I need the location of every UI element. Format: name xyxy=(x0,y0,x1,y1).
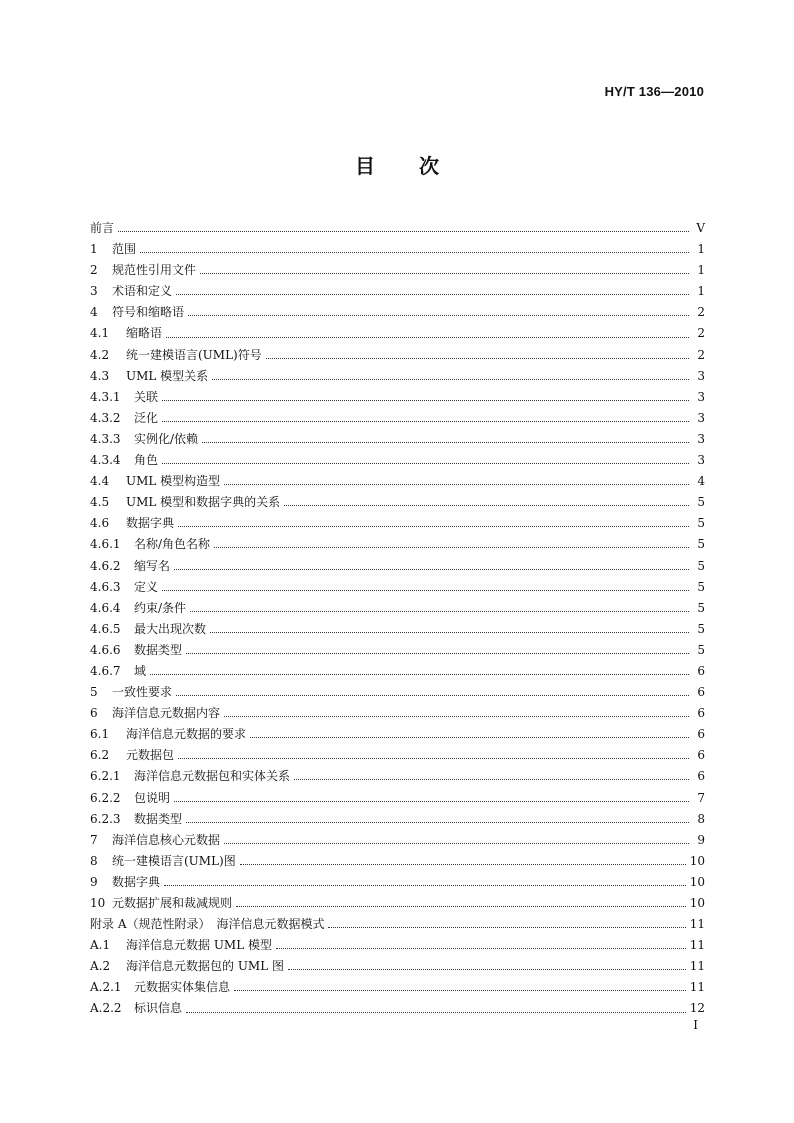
toc-entry-label: 海洋信息元数据的要求 xyxy=(126,727,247,742)
toc-entry[interactable] xyxy=(90,513,705,534)
toc-entry[interactable] xyxy=(90,788,705,809)
toc-entry[interactable] xyxy=(90,977,705,998)
toc-entry-page: 5 xyxy=(697,495,705,510)
toc-leader-dots xyxy=(162,590,689,591)
toc-entry[interactable] xyxy=(90,998,705,1019)
toc-entry-page: 12 xyxy=(689,1001,705,1016)
toc-entry-label: 元数据包 xyxy=(126,748,175,763)
toc-entry[interactable] xyxy=(90,640,705,661)
toc-leader-dots xyxy=(164,885,686,886)
toc-entry-page: 9 xyxy=(697,832,705,847)
toc-entry-page: 3 xyxy=(697,368,705,383)
toc-entry-label: 关联 xyxy=(134,389,159,404)
toc-entry-number: 4.3 xyxy=(90,368,110,383)
toc-entry-number: 4.6.5 xyxy=(90,621,121,636)
toc-entry-label: 统一建模语言(UML)符号 xyxy=(126,347,262,362)
toc-leader-dots xyxy=(276,948,686,949)
toc-entry-label: 海洋信息元数据 UML 模型 xyxy=(126,938,272,953)
toc-leader-dots xyxy=(214,547,689,548)
toc-entry-label: 元数据扩展和裁减规则 xyxy=(112,896,233,910)
toc-entry[interactable] xyxy=(90,745,705,766)
toc-entry-label: 统一建模语言(UML)图 xyxy=(112,853,236,868)
toc-entry-number: 4.6.6 xyxy=(90,642,121,657)
toc-entry-number: 4.3.2 xyxy=(90,410,121,425)
toc-leader-dots xyxy=(186,1012,686,1013)
toc-leader-dots xyxy=(266,358,689,359)
toc-entry-page: 5 xyxy=(697,579,705,594)
toc-entry-label: 海洋信息核心元数据 xyxy=(112,832,221,847)
toc-entry[interactable] xyxy=(90,556,705,577)
toc-entry[interactable] xyxy=(90,302,705,323)
toc-entry-number: A.2.1 xyxy=(90,980,122,995)
toc-entry-label: 海洋信息元数据包和实体关系 xyxy=(134,769,291,784)
toc-entry-number: 4.6 xyxy=(90,516,110,531)
toc-leader-dots xyxy=(176,695,689,696)
toc-entry-number: 4.3.1 xyxy=(90,389,121,404)
toc-leader-dots xyxy=(150,674,689,675)
toc-entry-number: 6.2.1 xyxy=(90,769,121,784)
toc-entry-label: 缩写名 xyxy=(134,558,171,573)
toc-entry-label: 约束/条件 xyxy=(134,600,187,615)
title-char-2: 次 xyxy=(419,154,439,178)
toc-entry-number: 4.6.2 xyxy=(90,558,121,573)
toc-entry-number: 4 xyxy=(90,305,98,320)
toc-entry[interactable] xyxy=(90,260,705,281)
table-of-contents xyxy=(90,218,705,1020)
toc-entry-page: 1 xyxy=(697,263,705,278)
toc-entry-label: UML 模型构造型 xyxy=(126,474,221,489)
toc-entry-label: 数据字典 xyxy=(126,516,175,531)
toc-entry-number: 6 xyxy=(90,706,98,721)
toc-entry-number: 6.1 xyxy=(90,727,110,742)
toc-entry-page: 2 xyxy=(697,326,705,341)
toc-leader-dots xyxy=(186,653,689,654)
toc-leader-dots xyxy=(224,484,689,485)
toc-entry-number: 4.6.3 xyxy=(90,579,121,594)
toc-entry-label: 海洋信息元数据包的 UML 图 xyxy=(126,959,284,974)
toc-leader-dots xyxy=(288,969,686,970)
toc-entry-page: 5 xyxy=(697,516,705,531)
toc-entry-page: 1 xyxy=(697,242,705,257)
toc-entry-number: 9 xyxy=(90,874,98,889)
toc-entry-number: 6.2.2 xyxy=(90,790,121,805)
toc-entry-page: 11 xyxy=(689,959,705,974)
toc-leader-dots xyxy=(140,252,689,253)
toc-entry-page: V xyxy=(696,221,705,235)
toc-entry[interactable] xyxy=(90,598,705,619)
toc-entry-page: 5 xyxy=(697,600,705,615)
toc-entry-number: 5 xyxy=(90,685,98,700)
toc-entry-page: 5 xyxy=(697,642,705,657)
toc-entry[interactable] xyxy=(90,323,705,344)
toc-entry[interactable] xyxy=(90,872,705,893)
toc-entry-number: 4.1 xyxy=(90,326,110,341)
toc-entry-page: 3 xyxy=(697,431,705,446)
toc-entry-label: 一致性要求 xyxy=(112,685,173,700)
toc-entry-page: 2 xyxy=(697,347,705,362)
toc-leader-dots xyxy=(236,906,686,907)
toc-entry-number: 4.2 xyxy=(90,347,110,362)
toc-entry[interactable] xyxy=(90,366,705,387)
standard-code: HY/T 136—2010 xyxy=(604,84,704,99)
toc-entry[interactable] xyxy=(90,766,705,787)
toc-entry-page: 6 xyxy=(697,769,705,784)
toc-entry-label: 附录 A（规范性附录） 海洋信息元数据模式 xyxy=(90,917,325,932)
toc-entry-label: UML 模型关系 xyxy=(126,368,209,383)
toc-entry-label: 数据字典 xyxy=(112,874,161,889)
toc-entry-label: UML 模型和数据字典的关系 xyxy=(126,495,281,510)
toc-leader-dots xyxy=(328,927,685,928)
toc-leader-dots xyxy=(250,737,689,738)
toc-entry-number: 7 xyxy=(90,832,98,847)
toc-entry-number: 4.3.4 xyxy=(90,453,121,468)
toc-entry-page: 1 xyxy=(697,284,705,299)
toc-entry-page: 3 xyxy=(697,389,705,404)
toc-leader-dots xyxy=(118,231,689,232)
toc-entry-page: 2 xyxy=(697,305,705,320)
toc-leader-dots xyxy=(178,526,689,527)
toc-entry-number: 4.4 xyxy=(90,474,110,489)
toc-entry-number: 4.6.7 xyxy=(90,663,121,678)
toc-entry-number: 2 xyxy=(90,263,98,278)
page-title xyxy=(0,150,794,179)
toc-entry[interactable] xyxy=(90,471,705,492)
toc-leader-dots xyxy=(176,294,689,295)
toc-entry-number: 10 xyxy=(90,896,106,910)
toc-entry-number: 6.2 xyxy=(90,748,110,763)
toc-entry[interactable] xyxy=(90,809,705,830)
toc-leader-dots xyxy=(190,611,689,612)
toc-entry-page: 6 xyxy=(697,663,705,678)
toc-entry-label: 数据类型 xyxy=(134,642,183,657)
toc-entry[interactable] xyxy=(90,724,705,745)
toc-entry-label: 数据类型 xyxy=(134,811,183,826)
toc-entry-label: 角色 xyxy=(134,453,159,468)
toc-entry-number: 4.6.4 xyxy=(90,600,121,615)
toc-entry-page: 5 xyxy=(697,621,705,636)
toc-leader-dots xyxy=(188,315,689,316)
toc-entry-label: 定义 xyxy=(134,579,159,594)
toc-entry-label: 范围 xyxy=(112,242,137,257)
toc-entry-number: 8 xyxy=(90,853,98,868)
toc-leader-dots xyxy=(162,400,689,401)
toc-leader-dots xyxy=(294,779,689,780)
toc-entry-number: 4.5 xyxy=(90,495,110,510)
toc-leader-dots xyxy=(162,421,689,422)
toc-entry-label: 元数据实体集信息 xyxy=(134,980,231,995)
toc-entry[interactable] xyxy=(90,682,705,703)
toc-entry[interactable] xyxy=(90,387,705,408)
toc-leader-dots xyxy=(240,864,686,865)
toc-entry-number: A.2 xyxy=(90,959,111,974)
toc-entry-page: 3 xyxy=(697,453,705,468)
toc-entry[interactable] xyxy=(90,914,705,935)
toc-entry[interactable] xyxy=(90,577,705,598)
toc-leader-dots xyxy=(174,569,689,570)
title-char-1: 目 xyxy=(355,154,375,178)
toc-entry-page: 10 xyxy=(689,874,705,889)
toc-entry-label: 海洋信息元数据内容 xyxy=(112,706,221,721)
toc-entry-label: 泛化 xyxy=(134,410,159,425)
toc-leader-dots xyxy=(284,505,689,506)
toc-entry-label: 实例化/依赖 xyxy=(134,431,199,446)
toc-entry-label: 规范性引用文件 xyxy=(112,263,197,278)
toc-entry-label: 最大出现次数 xyxy=(134,621,207,636)
toc-entry-label: 缩略语 xyxy=(126,326,163,341)
toc-leader-dots xyxy=(224,843,689,844)
toc-entry-label: 包说明 xyxy=(134,790,171,805)
toc-leader-dots xyxy=(174,801,689,802)
toc-leader-dots xyxy=(224,716,689,717)
toc-leader-dots xyxy=(200,273,689,274)
toc-entry[interactable] xyxy=(90,492,705,513)
toc-leader-dots xyxy=(202,442,689,443)
toc-entry[interactable] xyxy=(90,281,705,302)
toc-entry-page: 7 xyxy=(697,790,705,805)
toc-entry[interactable] xyxy=(90,703,705,724)
toc-leader-dots xyxy=(178,758,689,759)
toc-entry-number: A.2.2 xyxy=(90,1001,122,1016)
toc-entry-page: 5 xyxy=(697,558,705,573)
toc-entry-page: 10 xyxy=(689,896,705,910)
toc-leader-dots xyxy=(212,379,689,380)
toc-entry[interactable] xyxy=(90,408,705,429)
toc-entry[interactable] xyxy=(90,893,705,914)
toc-entry-page: 3 xyxy=(697,410,705,425)
toc-entry-number: A.1 xyxy=(90,938,111,953)
toc-entry[interactable] xyxy=(90,345,705,366)
toc-entry[interactable] xyxy=(90,935,705,956)
toc-entry-page: 6 xyxy=(697,685,705,700)
toc-entry-page: 6 xyxy=(697,706,705,721)
toc-entry-number: 1 xyxy=(90,242,98,257)
toc-entry-page: 11 xyxy=(689,980,705,995)
toc-entry-number: 4.6.1 xyxy=(90,537,121,552)
toc-entry-label: 标识信息 xyxy=(134,1001,183,1016)
toc-entry[interactable] xyxy=(90,619,705,640)
toc-entry[interactable] xyxy=(90,956,705,977)
toc-entry[interactable] xyxy=(90,534,705,555)
page-number: I xyxy=(693,1018,698,1032)
toc-leader-dots xyxy=(186,822,689,823)
toc-entry[interactable] xyxy=(90,429,705,450)
toc-entry[interactable] xyxy=(90,661,705,682)
toc-entry[interactable] xyxy=(90,851,705,872)
toc-entry[interactable] xyxy=(90,830,705,851)
toc-entry-page: 4 xyxy=(697,474,705,489)
toc-entry-number: 4.3.3 xyxy=(90,431,121,446)
toc-leader-dots xyxy=(166,337,689,338)
toc-entry-page: 8 xyxy=(697,811,705,826)
toc-entry-page: 11 xyxy=(689,938,705,953)
toc-entry-label: 术语和定义 xyxy=(112,284,173,299)
toc-entry-page: 11 xyxy=(689,917,705,932)
toc-entry-label: 符号和缩略语 xyxy=(112,305,185,320)
toc-entry-page: 10 xyxy=(689,853,705,868)
toc-leader-dots xyxy=(234,990,686,991)
toc-entry[interactable] xyxy=(90,239,705,260)
toc-entry[interactable] xyxy=(90,218,705,239)
toc-entry-page: 6 xyxy=(697,727,705,742)
toc-entry-page: 5 xyxy=(697,537,705,552)
toc-entry-number: 6.2.3 xyxy=(90,811,121,826)
toc-entry-label: 名称/角色名称 xyxy=(134,537,211,552)
toc-leader-dots xyxy=(162,463,689,464)
toc-entry-number: 3 xyxy=(90,284,98,299)
toc-entry-label: 域 xyxy=(134,663,147,678)
toc-entry[interactable] xyxy=(90,450,705,471)
toc-entry-label: 前言 xyxy=(90,221,115,235)
toc-entry-page: 6 xyxy=(697,748,705,763)
toc-leader-dots xyxy=(210,632,689,633)
